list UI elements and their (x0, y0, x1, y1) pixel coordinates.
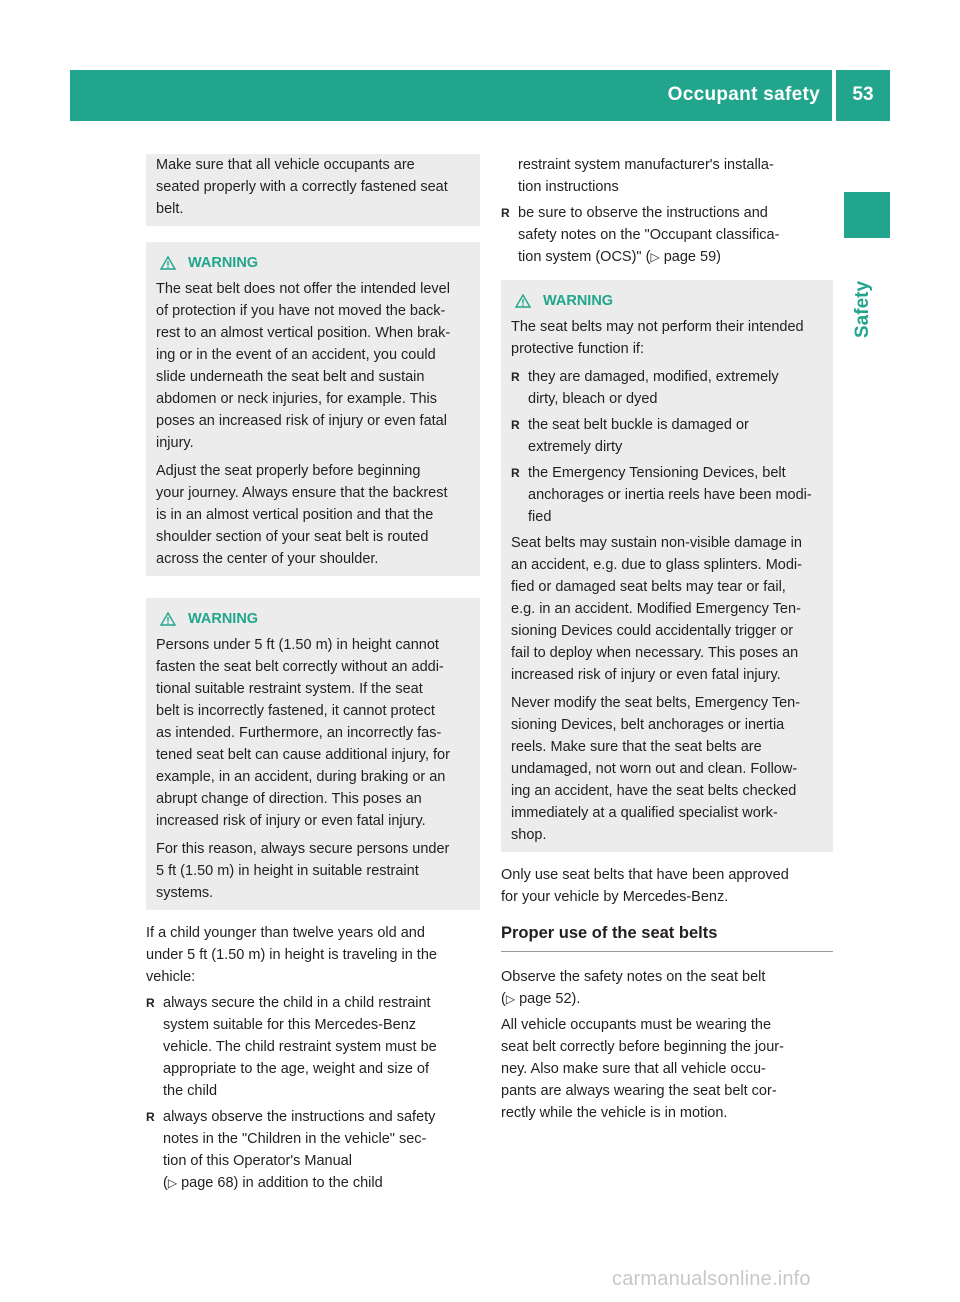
warning-triangle-icon (160, 612, 176, 626)
page-number: 53 (852, 84, 874, 105)
list-item: R be sure to observe the instructions and safety notes on the "Occupant classifica- tion system (OCS)" (▷ page 59) (501, 202, 833, 268)
warning-box-small-persons (146, 598, 480, 910)
watermark: carmanualsonline.info (612, 1268, 811, 1290)
occupants-note: All vehicle occupants must be wearing the seat belt correctly before beginning the jour- ney. Also make sure that all vehicle occu- pants are always wearing the seat belt cor- rectly while the vehicle is in motion. (501, 1017, 784, 1121)
page-arrow-icon: ▷ (167, 1176, 178, 1190)
info-box: Make sure that all vehicle occupants are seated properly with a correctly fastened seat belt. (146, 154, 480, 226)
list-item: R they are damaged, modified, extremely dirty, bleach or dyed (511, 366, 826, 410)
bullet-icon: R (146, 996, 155, 1010)
warning-instruction: Never modify the seat belts, Emergency Ten- sioning Devices, belt anchorages or inertia reels. Make sure that the seat belts are undamaged, not worn out and clean. Follow- ing an accident, have the seat belts checked immediately at a qualified specialist work- shop. (511, 695, 801, 843)
warning-box-damaged-belts (501, 280, 833, 852)
page-reference[interactable]: (▷ page 52). (501, 991, 581, 1007)
right-column (501, 154, 833, 1128)
warning-text: Seat belts may sustain non-visible damage in an accident, e.g. due to glass splinters. Modi- fied or damaged seat belts may tear or fail, e.g. in an accident. Modified Emergency Ten- sioning Devices could accidentally trigger or fail to deploy when necessary. This poses an increased risk of injury or even fatal injury. (511, 535, 802, 683)
page-arrow-icon: ▷ (650, 250, 660, 264)
section-tab-label: Safety (852, 280, 873, 338)
section-heading: Proper use of the seat belts (501, 922, 833, 952)
bullet-icon: R (511, 370, 520, 384)
page-arrow-icon: ▷ (505, 992, 516, 1006)
page-reference[interactable]: (▷ page 68) in addition to the child (163, 1175, 383, 1191)
warning-bullet-list (511, 366, 826, 528)
warning-instruction: For this reason, always secure persons under 5 ft (1.50 m) in height in suitable restraint systems. (156, 841, 450, 901)
list-item: R always observe the instructions and safety notes in the "Children in the vehicle" sec- tion of this Operator's Manual (▷ page 68) in addition to the child (146, 1106, 480, 1194)
warning-heading: WARNING (156, 252, 473, 274)
proper-use-section (501, 966, 833, 1124)
warning-triangle-icon (160, 256, 176, 270)
approved-belts-note: Only use seat belts that have been approved for your vehicle by Mercedes-Benz. (501, 867, 789, 905)
observe-note: Observe the safety notes on the seat belt (▷ page 52). (501, 966, 833, 1010)
warning-heading: WARNING (156, 608, 473, 630)
child-intro: If a child younger than twelve years old and under 5 ft (1.50 m) in height is traveling in the vehicle: (146, 925, 437, 985)
child-bullet-list (146, 992, 480, 1194)
warning-heading: WARNING (511, 290, 826, 312)
continued-bullet-list (501, 154, 833, 268)
warning-text: The seat belt does not offer the intended level of protection if you have not moved the back- rest to an almost vertical position. When brak- ing or in the event of an accident, you could slide underneath the seat belt and sustain abdomen or neck injuries, for example. This poses an increased risk of injury or even fatal injury. (156, 281, 451, 451)
page-reference[interactable]: tion system (OCS)" (▷ page 59) (518, 249, 721, 265)
warning-box-backrest (146, 242, 480, 576)
child-section (146, 922, 480, 1194)
left-column (146, 154, 480, 1198)
list-item: R the seat belt buckle is damaged or extremely dirty (511, 414, 826, 458)
bullet-icon: R (146, 1110, 155, 1124)
warning-text: The seat belts may not perform their intended protective function if: (511, 319, 804, 357)
list-item-continued: restraint system manufacturer's installa- tion instructions (518, 157, 774, 195)
warning-text: Persons under 5 ft (1.50 m) in height cannot fasten the seat belt correctly without an addi- tional suitable restraint system. If the seat belt is incorrectly fastened, it cannot protect as intended. Furthermore, an incorrectly fas- tened seat belt can cause additional injury, for example, in an accident, during braking or an abrupt change of direction. This poses an increased risk of injury or even fatal injury. (156, 637, 450, 829)
warning-triangle-icon (515, 294, 531, 308)
list-item: R always secure the child in a child restraint system suitable for this Mercedes-Benz vehicle. The child restraint system must be appropriate to the age, weight and size of the child (146, 992, 480, 1102)
page-title: Occupant safety (667, 84, 820, 105)
section-tab-marker (844, 192, 890, 238)
warning-instruction: Adjust the seat properly before beginning your journey. Always ensure that the backrest is in an almost vertical position and that the shoulder section of your seat belt is routed across the center of your shoulder. (156, 463, 448, 567)
bullet-icon: R (511, 466, 520, 480)
bullet-icon: R (501, 206, 510, 220)
list-item: R the Emergency Tensioning Devices, belt anchorages or inertia reels have been modi- fied (511, 462, 826, 528)
bullet-icon: R (511, 418, 520, 432)
